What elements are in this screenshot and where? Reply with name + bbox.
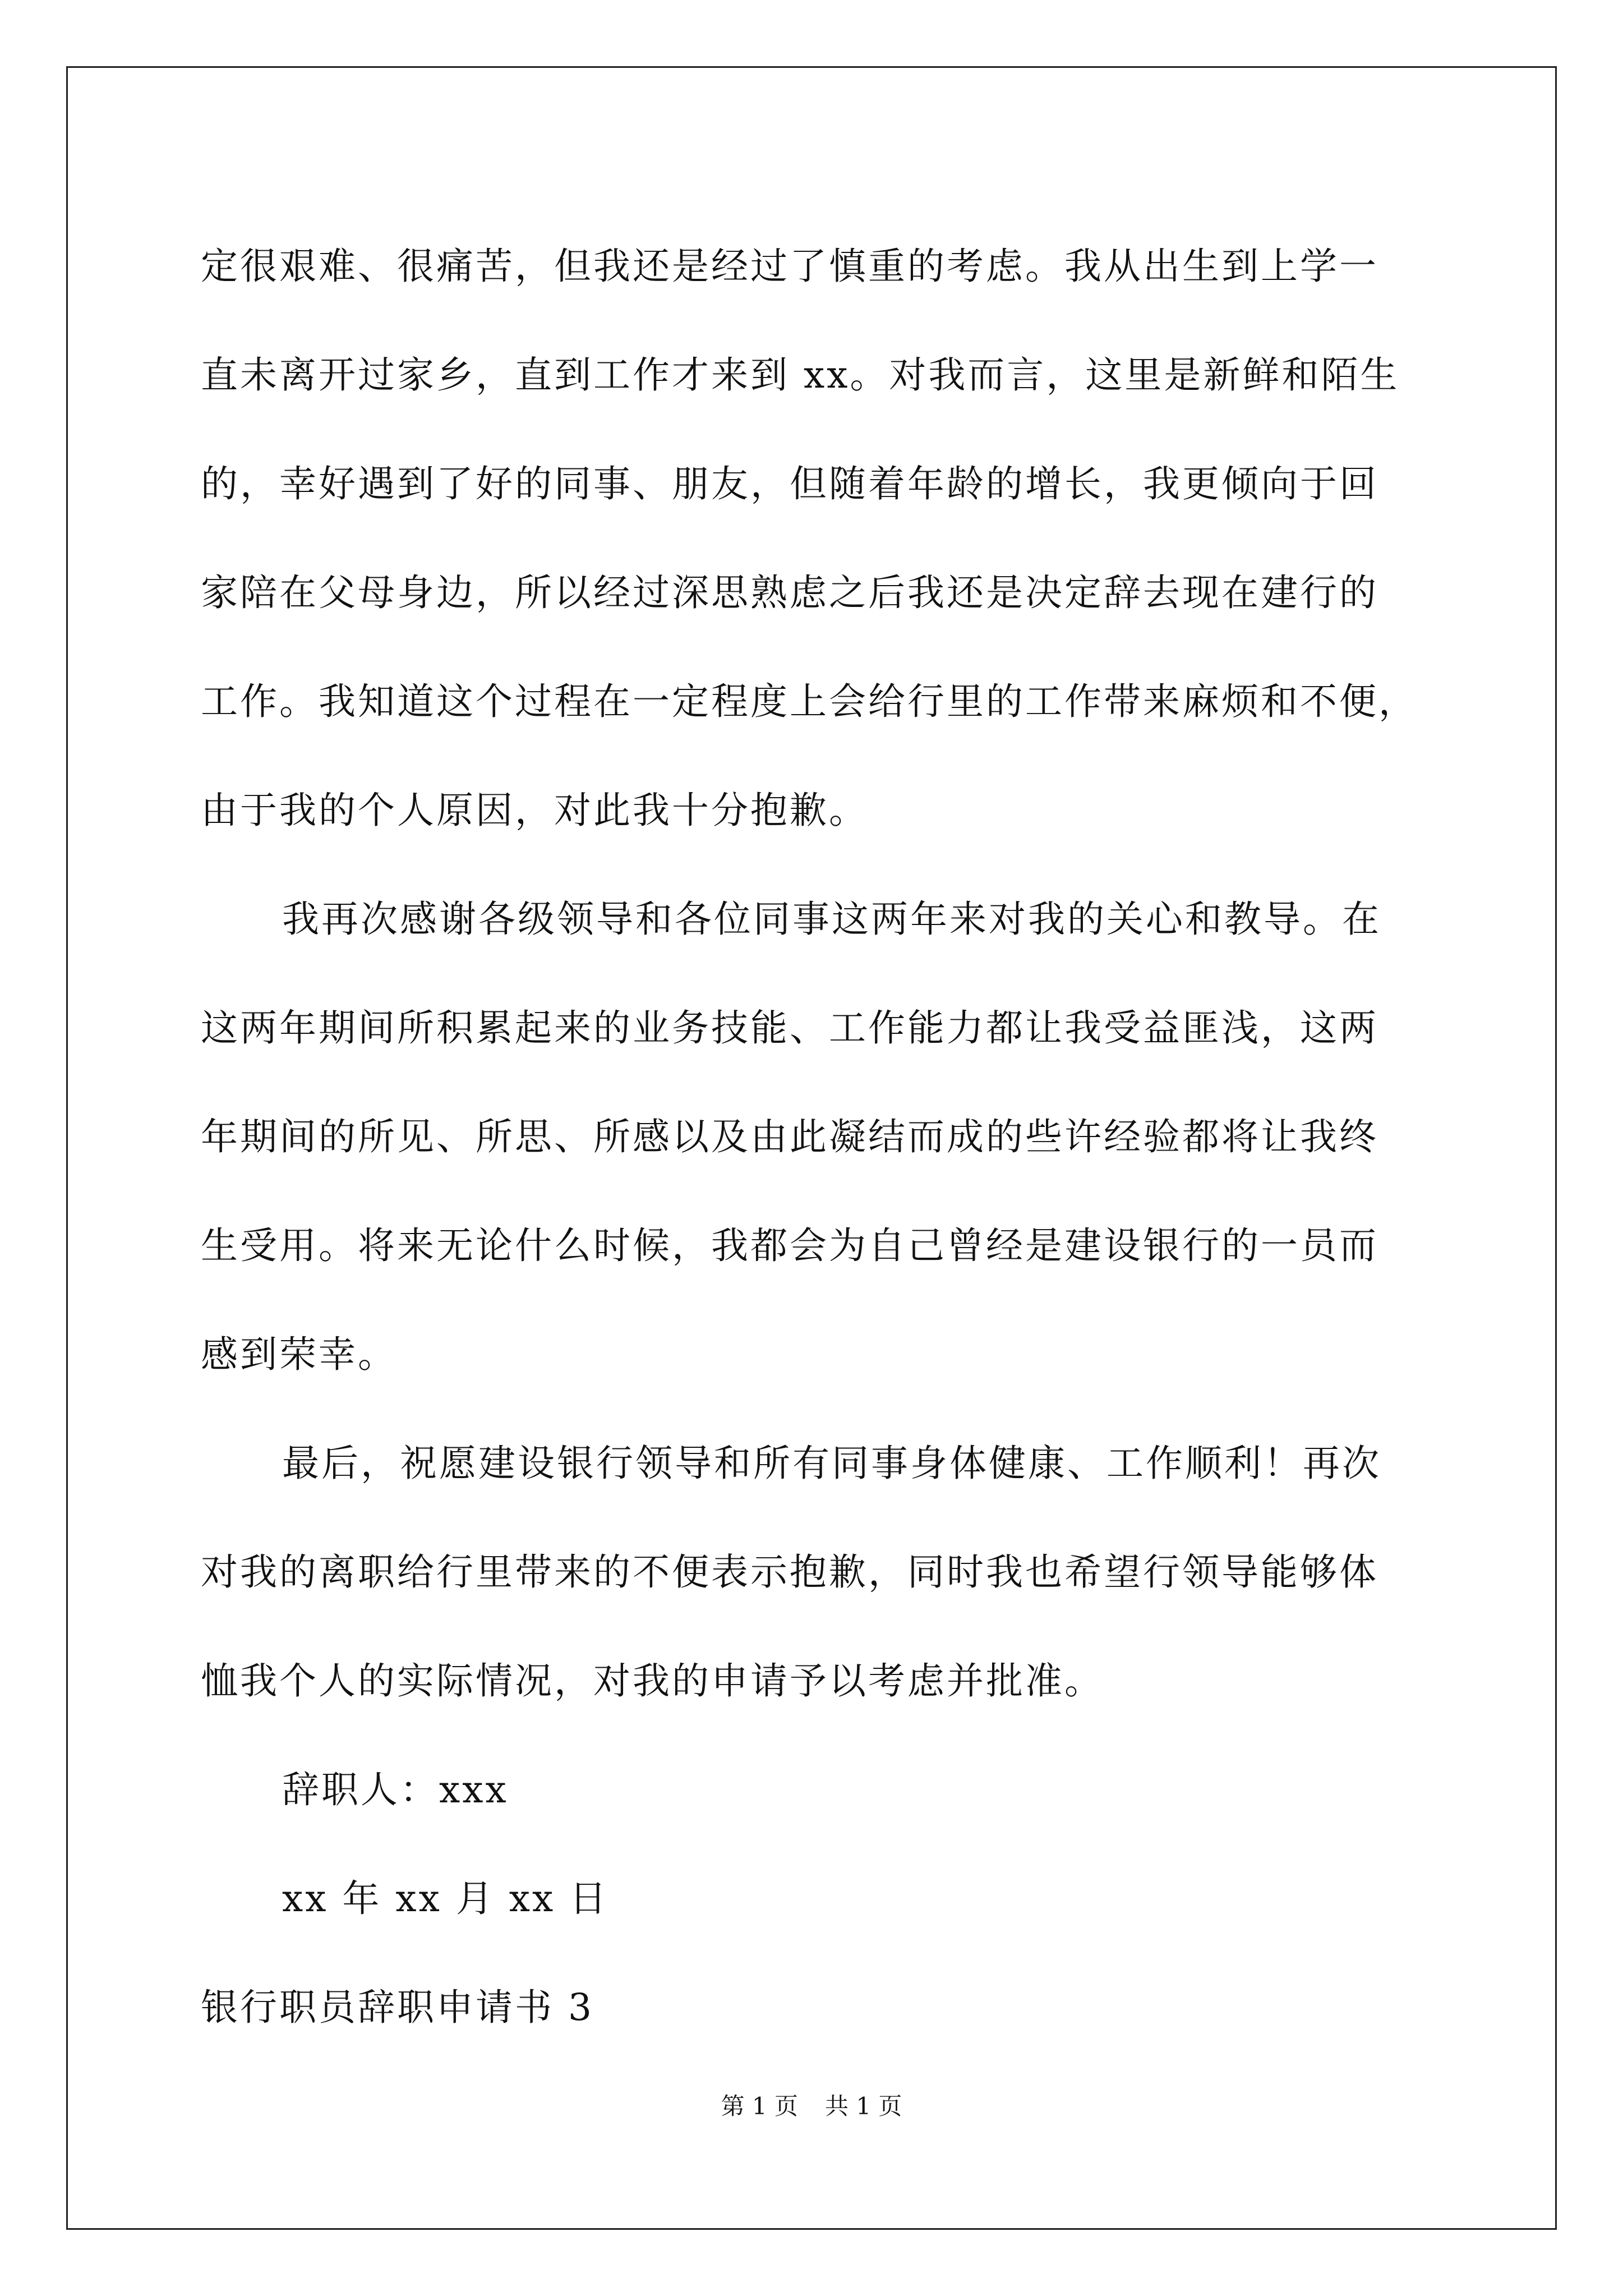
text-line: 定很艰难、很痛苦，但我还是经过了慎重的考虑。我从出生到上学一 bbox=[201, 245, 1378, 288]
paragraph-3 bbox=[201, 1409, 1457, 1736]
text-line: 家陪在父母身边，所以经过深思熟虑之后我还是决定辞去现在建行的 bbox=[201, 571, 1378, 614]
signature-line: 辞职人：xxx bbox=[282, 1768, 509, 1811]
text-line: 直未离开过家乡，直到工作才来到 xx。对我而言，这里是新鲜和陌生 bbox=[201, 353, 1400, 397]
text-line: 感到荣幸。 bbox=[201, 1333, 397, 1376]
text-line: 工作。我知道这个过程在一定程度上会给行里的工作带来麻烦和不便， bbox=[201, 680, 1418, 723]
text-line: 恤我个人的实际情况，对我的申请予以考虑并批准。 bbox=[201, 1659, 1104, 1703]
text-line: 生受用。将来无论什么时候，我都会为自己曾经是建设银行的一员而 bbox=[201, 1224, 1378, 1267]
text-line: 这两年期间所积累起来的业务技能、工作能力都让我受益匪浅，这两 bbox=[201, 1006, 1378, 1050]
text-line: 对我的离职给行里带来的不便表示抱歉，同时我也希望行领导能够体 bbox=[201, 1550, 1378, 1594]
document-body bbox=[201, 212, 1457, 2062]
page-number: 第 1 页 bbox=[721, 2092, 798, 2120]
date-line: xx 年 xx 月 xx 日 bbox=[282, 1877, 609, 1920]
text-line: 我再次感谢各级领导和各位同事这两年来对我的关心和教导。在 bbox=[282, 898, 1381, 941]
paragraph-1 bbox=[201, 212, 1457, 865]
page-total: 共 1 页 bbox=[825, 2092, 902, 2120]
text-line: 由于我的个人原因，对此我十分抱歉。 bbox=[201, 789, 868, 832]
text-line: 年期间的所见、所思、所感以及由此凝结而成的些许经验都将让我终 bbox=[201, 1115, 1378, 1158]
paragraph-2 bbox=[201, 865, 1457, 1409]
page-footer bbox=[0, 2090, 1623, 2123]
text-line: 最后，祝愿建设银行领导和所有同事身体健康、工作顺利！再次 bbox=[282, 1442, 1381, 1485]
section-heading: 银行职员辞职申请书 3 bbox=[201, 1986, 594, 2029]
text-line: 的，幸好遇到了好的同事、朋友，但随着年龄的增长，我更倾向于回 bbox=[201, 462, 1378, 505]
